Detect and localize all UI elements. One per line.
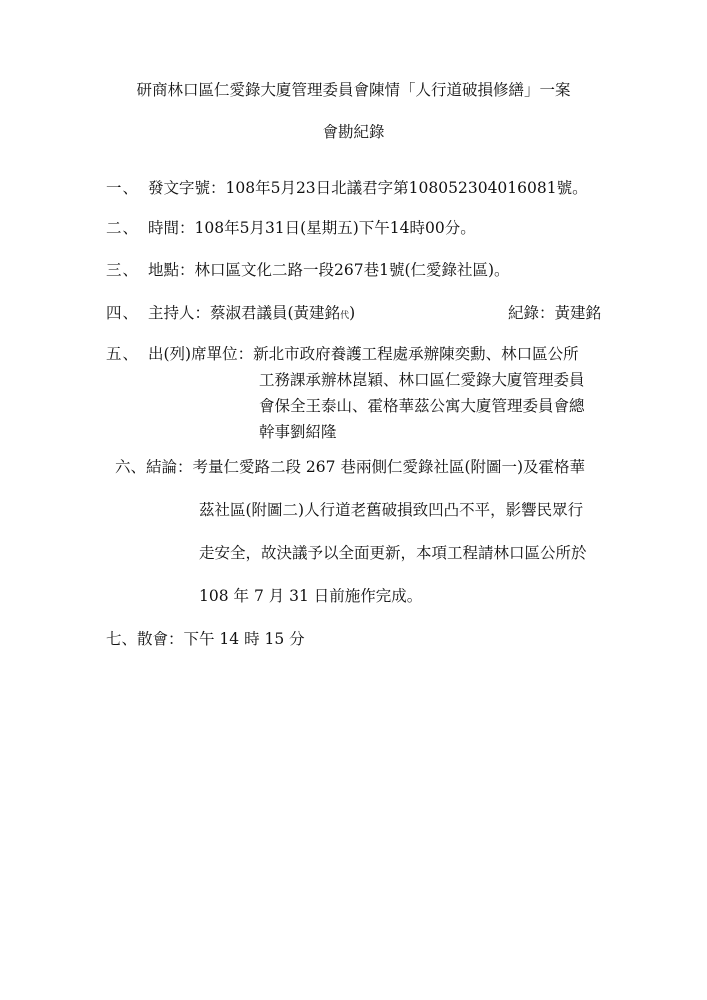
- attendees-line: 工務課承辦林崑穎、林口區仁愛錄大廈管理委員: [259, 371, 585, 389]
- conclusion-line: 走安全，故決議予以全面更新，本項工程請林口區公所於: [199, 544, 587, 562]
- document-title: 研商林口區仁愛錄大廈管理委員會陳情「人行道破損修繕」一案: [136, 81, 571, 99]
- document-reference-line: 發文字號：108年5月23日北議君字第108052304016081號。: [148, 179, 588, 197]
- host-close: ): [349, 304, 356, 322]
- time-line: 時間：108年5月31日(星期五)下午14時00分。: [148, 219, 476, 237]
- document-subtitle: 會勘紀錄: [322, 123, 385, 141]
- conclusion-line: 108 年 7 月 31 日前施作完成。: [199, 587, 423, 605]
- host-label: 主持人：蔡淑君議員(黃建銘: [148, 304, 341, 322]
- item-number: 二、: [106, 219, 140, 237]
- item-number: 四、: [106, 304, 140, 322]
- attendees-line: 會保全王泰山、霍格華茲公寓大廈管理委員會總: [259, 397, 585, 415]
- host-suffix: 代: [340, 311, 350, 321]
- item-number: 三、: [106, 261, 140, 279]
- item-number: 一、: [106, 179, 140, 197]
- adjournment-line: 七、散會：下午 14 時 15 分: [106, 630, 305, 648]
- host-line: [148, 303, 355, 326]
- attendees-line: 幹事劉紹隆: [259, 423, 337, 441]
- conclusion-line: 茲社區(附圖二)人行道老舊破損致凹凸不平，影響民眾行: [199, 501, 584, 519]
- item-number: 五、: [106, 345, 140, 363]
- attendees-line: 出(列)席單位：新北市政府養護工程處承辦陳奕勳、林口區公所: [148, 345, 579, 363]
- recorder-line: 紀錄：黃建銘: [508, 304, 602, 322]
- location-line: 地點：林口區文化二路一段267巷1號(仁愛錄社區)。: [148, 261, 510, 279]
- conclusion-line: 六、結論：考量仁愛路二段 267 巷兩側仁愛錄社區(附圖一)及霍格華: [115, 458, 586, 476]
